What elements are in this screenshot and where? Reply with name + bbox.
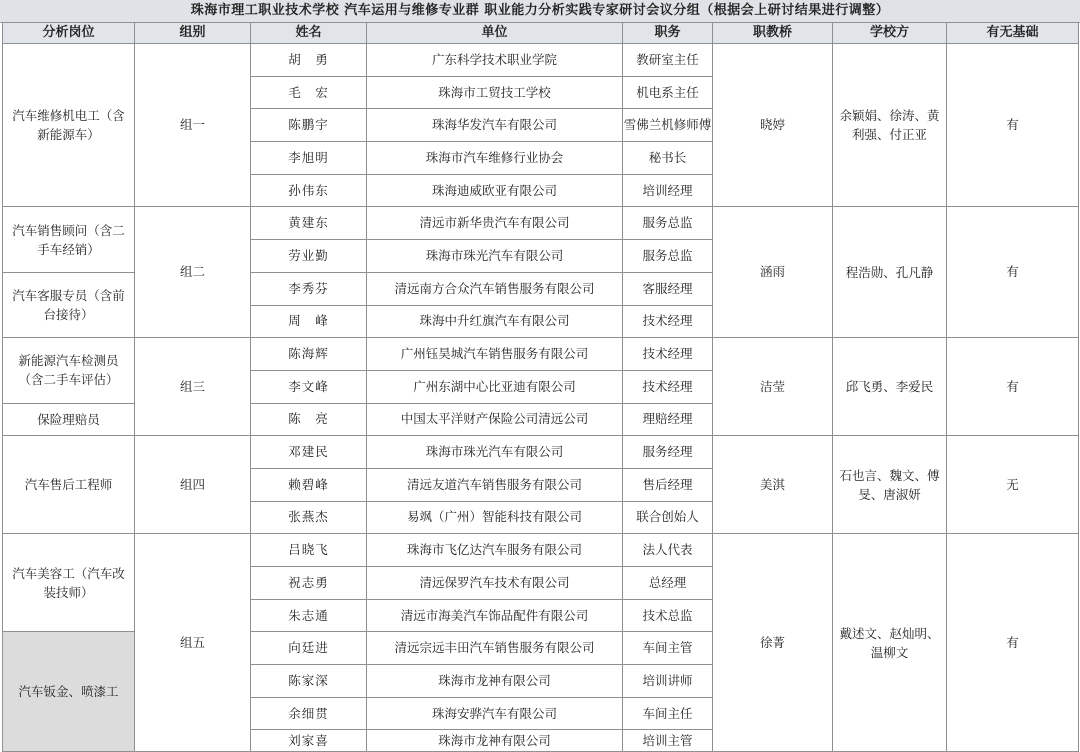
- member-name: 刘家喜: [251, 730, 367, 752]
- member-unit: 珠海市龙神有限公司: [367, 665, 623, 698]
- member-unit: 珠海中升红旗汽车有限公司: [367, 305, 623, 338]
- basis-cell: 无: [947, 436, 1079, 534]
- member-unit: 珠海安骅汽车有限公司: [367, 697, 623, 730]
- teacher-cell: 洁莹: [713, 338, 833, 436]
- member-duty: 联合创始人: [623, 501, 713, 534]
- header-school: 学校方: [833, 23, 947, 44]
- table-row: [3, 338, 1079, 371]
- member-name: 张燕杰: [251, 501, 367, 534]
- member-unit: 广东科学技术职业学院: [367, 44, 623, 77]
- member-name: 赖碧峰: [251, 468, 367, 501]
- member-name: 李旭明: [251, 142, 367, 175]
- member-duty: 服务总监: [623, 207, 713, 240]
- basis-cell: 有: [947, 44, 1079, 207]
- group-cell: 组四: [135, 436, 251, 534]
- member-name: 余细贯: [251, 697, 367, 730]
- member-unit: 珠海市工贸技工学校: [367, 76, 623, 109]
- member-duty: 教研室主任: [623, 44, 713, 77]
- member-duty: 技术总监: [623, 599, 713, 632]
- member-duty: 雪佛兰机修师傅: [623, 109, 713, 142]
- header-row: [3, 23, 1079, 44]
- member-name: 吕晓飞: [251, 534, 367, 567]
- group-cell: 组一: [135, 44, 251, 207]
- member-unit: 清远南方合众汽车销售服务有限公司: [367, 272, 623, 305]
- member-duty: 售后经理: [623, 468, 713, 501]
- member-duty: 技术经理: [623, 370, 713, 403]
- member-duty: 培训讲师: [623, 665, 713, 698]
- member-name: 毛 宏: [251, 76, 367, 109]
- position-cell: 汽车美容工（汽车改装技师）: [3, 534, 135, 632]
- member-unit: 珠海市珠光汽车有限公司: [367, 240, 623, 273]
- page-title: 珠海市理工职业技术学校 汽车运用与维修专业群 职业能力分析实践专家研讨会议分组（根据会上研讨结果进行调整）: [0, 0, 1080, 23]
- member-duty: 客服经理: [623, 272, 713, 305]
- member-duty: 技术经理: [623, 338, 713, 371]
- member-duty: 总经理: [623, 567, 713, 600]
- member-duty: 车间主管: [623, 632, 713, 665]
- member-duty: 服务总监: [623, 240, 713, 273]
- header-position: 分析岗位: [3, 23, 135, 44]
- table-row: [3, 44, 1079, 77]
- member-duty: 秘书长: [623, 142, 713, 175]
- member-name: 向廷进: [251, 632, 367, 665]
- header-unit: 单位: [367, 23, 623, 44]
- member-duty: 服务经理: [623, 436, 713, 469]
- member-unit: 易飒（广州）智能科技有限公司: [367, 501, 623, 534]
- member-unit: 清远市海美汽车饰品配件有限公司: [367, 599, 623, 632]
- member-unit: 清远市新华贵汽车有限公司: [367, 207, 623, 240]
- member-duty: 培训经理: [623, 174, 713, 207]
- position-cell: 汽车销售顾问（含二手车经销）: [3, 207, 135, 272]
- school-cell: 程浩勋、孔凡静: [833, 207, 947, 338]
- header-teacher: 职教桥: [713, 23, 833, 44]
- table-row: [3, 534, 1079, 567]
- position-cell: 汽车维修机电工（含新能源车）: [3, 44, 135, 207]
- member-name: 祝志勇: [251, 567, 367, 600]
- position-cell: 保险理赔员: [3, 403, 135, 436]
- member-unit: 清远宗远丰田汽车销售服务有限公司: [367, 632, 623, 665]
- table-row: [3, 436, 1079, 469]
- member-unit: 珠海市珠光汽车有限公司: [367, 436, 623, 469]
- member-name: 周 峰: [251, 305, 367, 338]
- member-unit: 珠海市飞亿达汽车服务有限公司: [367, 534, 623, 567]
- member-name: 孙伟东: [251, 174, 367, 207]
- member-name: 胡 勇: [251, 44, 367, 77]
- member-duty: 培训主管: [623, 730, 713, 752]
- member-name: 陈海辉: [251, 338, 367, 371]
- grouping-table: [2, 22, 1079, 752]
- member-name: 陈 亮: [251, 403, 367, 436]
- member-name: 陈家深: [251, 665, 367, 698]
- member-name: 黄建东: [251, 207, 367, 240]
- school-cell: 石也言、魏文、傅旻、唐淑妍: [833, 436, 947, 534]
- member-unit: 珠海华发汽车有限公司: [367, 109, 623, 142]
- member-name: 李文峰: [251, 370, 367, 403]
- member-name: 邓建民: [251, 436, 367, 469]
- group-cell: 组五: [135, 534, 251, 752]
- member-unit: 珠海市汽车维修行业协会: [367, 142, 623, 175]
- member-unit: 中国太平洋财产保险公司清远公司: [367, 403, 623, 436]
- teacher-cell: 晓婷: [713, 44, 833, 207]
- position-cell: 汽车客服专员（含前台接待）: [3, 272, 135, 337]
- member-duty: 车间主任: [623, 697, 713, 730]
- position-cell: 汽车售后工程师: [3, 436, 135, 534]
- member-unit: 广州东湖中心比亚迪有限公司: [367, 370, 623, 403]
- member-unit: 珠海市龙神有限公司: [367, 730, 623, 752]
- basis-cell: 有: [947, 534, 1079, 752]
- member-unit: 清远友道汽车销售服务有限公司: [367, 468, 623, 501]
- position-cell: 汽车钣金、喷漆工: [3, 632, 135, 752]
- header-basis: 有无基础: [947, 23, 1079, 44]
- member-duty: 技术经理: [623, 305, 713, 338]
- member-unit: 珠海迪威欧亚有限公司: [367, 174, 623, 207]
- member-name: 李秀芬: [251, 272, 367, 305]
- school-cell: 邱飞勇、李爱民: [833, 338, 947, 436]
- member-name: 朱志通: [251, 599, 367, 632]
- member-unit: 广州钰昊城汽车销售服务有限公司: [367, 338, 623, 371]
- table-row: [3, 207, 1079, 240]
- position-cell: 新能源汽车检测员（含二手车评估）: [3, 338, 135, 403]
- basis-cell: 有: [947, 338, 1079, 436]
- member-unit: 清远保罗汽车技术有限公司: [367, 567, 623, 600]
- group-cell: 组三: [135, 338, 251, 436]
- basis-cell: 有: [947, 207, 1079, 338]
- school-cell: 余颖娟、徐涛、黄利强、付正亚: [833, 44, 947, 207]
- teacher-cell: 美淇: [713, 436, 833, 534]
- member-duty: 法人代表: [623, 534, 713, 567]
- school-cell: 戴述文、赵灿明、温柳文: [833, 534, 947, 752]
- header-name: 姓名: [251, 23, 367, 44]
- group-cell: 组二: [135, 207, 251, 338]
- teacher-cell: 涵雨: [713, 207, 833, 338]
- header-duty: 职务: [623, 23, 713, 44]
- header-group: 组别: [135, 23, 251, 44]
- member-name: 劳业勤: [251, 240, 367, 273]
- member-duty: 理赔经理: [623, 403, 713, 436]
- member-name: 陈鹏宇: [251, 109, 367, 142]
- teacher-cell: 徐菁: [713, 534, 833, 752]
- member-duty: 机电系主任: [623, 76, 713, 109]
